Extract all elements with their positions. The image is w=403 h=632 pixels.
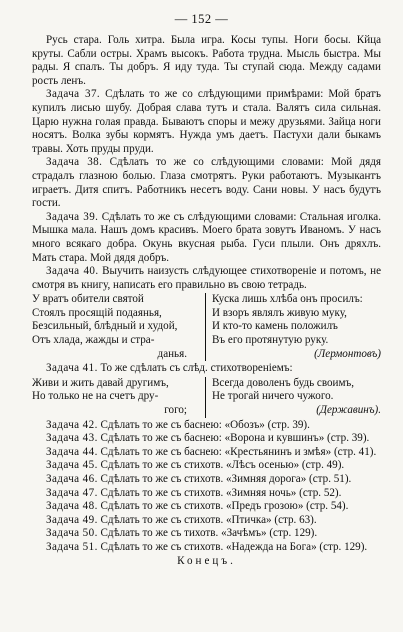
task-text: Сдѣлать то же съ стихотв. «Зимняя дорога» (стр. 51). bbox=[100, 473, 352, 485]
task-label: Задача 38. bbox=[46, 156, 103, 169]
task-50 bbox=[32, 527, 381, 541]
task-49 bbox=[32, 514, 381, 528]
poem-line: данья. bbox=[157, 347, 187, 360]
task-44 bbox=[32, 446, 381, 460]
task-37 bbox=[32, 88, 381, 156]
task-47 bbox=[32, 487, 381, 501]
task-43 bbox=[32, 432, 381, 446]
task-text: Сдѣлать то же съ стихотв. «Зимняя ночь» (стр. 52). bbox=[100, 486, 342, 499]
poem-author: (Державинъ). bbox=[316, 404, 381, 417]
poem-line: И кто-то камень положилъ bbox=[212, 320, 338, 333]
task-text: Сдѣлать то же съ стихотв. «Лѣсъ осенью» (стр. 49). bbox=[100, 459, 345, 472]
poem-line: Живи и жить давай другимъ, bbox=[32, 376, 169, 389]
poem-right-column bbox=[205, 377, 381, 418]
task-39 bbox=[32, 211, 381, 265]
task-label: Задача 42. bbox=[46, 418, 98, 431]
poem-author: (Лермонтовъ) bbox=[314, 347, 381, 360]
poem-line: Но только не на счетъ дру- bbox=[32, 390, 159, 403]
task-text: Сдѣлать то же со слѣдующими словами: Мой дядя страдалъ глазною болью. Глаза смотрятъ. Руки работаютъ. Музыкантъ играетъ. Дитя спитъ. Работникъ несетъ воду. Сани новы. У насъ будутъ гости. bbox=[32, 156, 381, 210]
task-51 bbox=[32, 541, 381, 555]
task-40 bbox=[32, 265, 381, 292]
task-label: Задача 41. bbox=[46, 362, 98, 375]
task-label: Задача 37. bbox=[46, 88, 101, 101]
task-45 bbox=[32, 459, 381, 473]
task-label: Задача 48. bbox=[46, 500, 98, 513]
task-label: Задача 51. bbox=[46, 540, 98, 553]
poem-derzhavin bbox=[32, 377, 381, 418]
task-text: Сдѣлать то же съ баснею: «Обозъ» (стр. 39). bbox=[100, 418, 310, 431]
ending-word: Конецъ. bbox=[177, 554, 236, 567]
poem-line: Всегда доволенъ будь своимъ, bbox=[212, 376, 355, 389]
task-label: Задача 50. bbox=[46, 527, 98, 540]
task-text: Сдѣлать то же съ баснею: «Ворона и кувшинъ» (стр. 39). bbox=[100, 432, 370, 445]
poem-left-column bbox=[32, 377, 205, 418]
page-body bbox=[32, 34, 381, 568]
poem-line: И взоръ являлъ живую муку, bbox=[212, 306, 347, 319]
poem-right-column bbox=[205, 293, 381, 361]
task-label: Задача 49. bbox=[46, 513, 98, 526]
task-46 bbox=[32, 473, 381, 487]
task-42 bbox=[32, 419, 381, 433]
task-label: Задача 44. bbox=[46, 445, 98, 458]
task-label: Задача 45. bbox=[46, 459, 98, 472]
task-text: Сдѣлать то же съ стихотв. «Птичка» (стр. 63). bbox=[100, 513, 317, 526]
task-label: Задача 40. bbox=[46, 265, 99, 278]
task-label: Задача 43. bbox=[46, 432, 98, 445]
task-text: Выучить наизусть слѣдующее стихотвореніе и потомъ, не смотря въ книгу, написать его правильно въ свою тетрадь. bbox=[32, 265, 381, 291]
page-number: — 152 — bbox=[174, 12, 229, 26]
task-text: Сдѣлать то же съ тихотв. «Зачѣмъ» (стр. 129). bbox=[100, 527, 318, 540]
task-text: Сдѣлать то же со слѣдующими примѣрами: Мой братъ купилъ лисью шубу. Добрая слава тутъ и стала. Валятъ сила сильная. Царю нужна голая правда. Бываютъ споры и межу друзьями. Зайца ноги носятъ. Волка зубы кормятъ. Нужда умъ даетъ. Пастухи дали быкамъ травы. Хоть пруды пруди. bbox=[32, 88, 381, 155]
poem-left-column bbox=[32, 293, 205, 361]
task-text: Сдѣлать то же съ баснею: «Крестьянинъ и змѣя» (стр. 41). bbox=[100, 445, 377, 458]
task-text: Сдѣлать то же съ стихотв. «Предъ грозою» (стр. 54). bbox=[100, 500, 349, 513]
poem-lermontov bbox=[32, 293, 381, 361]
poem-line: Не трогай ничего чужого. bbox=[212, 390, 334, 403]
poem-line: Въ его протянутую руку. bbox=[212, 334, 329, 347]
task-label: Задача 47. bbox=[46, 486, 98, 499]
task-text: Сдѣлать то же съ стихотв. «Надежда на Бога» (стр. 129). bbox=[100, 540, 368, 553]
poem-line: Отъ хлада, жажды и стра- bbox=[32, 334, 155, 347]
task-label: Задача 46. bbox=[46, 473, 98, 485]
task-text: Сдѣлать то же съ слѣдующими словами: Стальная иголка. Мышка мала. Нашъ домъ красивъ. Моего брата зовутъ Иваномъ. У насъ много всякаго добра. Окунь вкусная рыба. Гуси плыли. Онъ дряхлъ. Мать стара. Мой дядя добръ. bbox=[32, 210, 381, 264]
poem-line: гого; bbox=[164, 404, 187, 417]
poem-line: Куска лишь хлѣба онъ просилъ: bbox=[212, 293, 363, 306]
task-38 bbox=[32, 156, 381, 210]
task-48 bbox=[32, 500, 381, 514]
task-41 bbox=[32, 362, 381, 376]
poem-line: Безсильный, блѣдный и худой, bbox=[32, 320, 178, 333]
task-label: Задача 39. bbox=[46, 210, 99, 223]
poem-line: Стоялъ просящій подаянья, bbox=[32, 306, 162, 319]
poem-line: У вратъ обители святой bbox=[32, 293, 144, 306]
task-text: То же сдѣлать съ слѣд. стихотвореніемъ: bbox=[100, 362, 293, 375]
opening-paragraph: Русь стара. Голь хитра. Была игра. Косы тупы. Ноги босы. Кйца круты. Сабли остры. Храмъ высокъ. Работа трудна. Мысль быстра. Мы рады. Я спалъ. Ты добръ. Я иду туда. Ты ступай сюда. Между садами рость ленъ. bbox=[32, 34, 381, 87]
